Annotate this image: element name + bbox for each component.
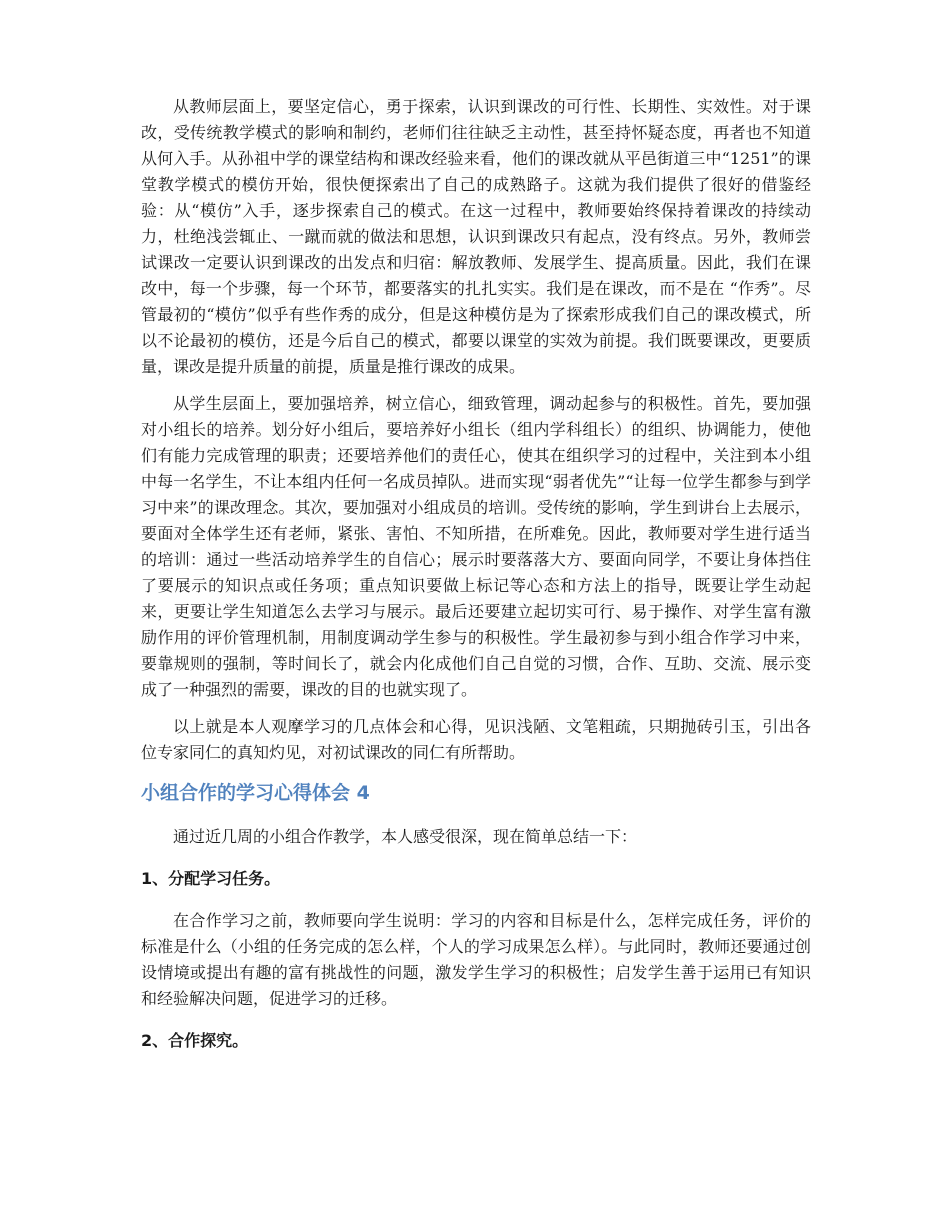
item-1-heading: 1、分配学习任务。 — [141, 869, 281, 888]
document-page — [141, 94, 811, 1070]
section-heading: 小组合作的学习心得体会 4 — [141, 782, 370, 804]
paragraph-student-level: 从学生层面上，要加强培养，树立信心，细致管理，调动起参与的积极性。首先，要加强对小组长的培养。划分好小组后，要培养好小组长（组内学科组长）的组织、协调能力，使他们有能力完成管理的职责；还要培养他们的责任心，使其在组织学习的过程中，关注到本小组中每一名学生，不让本组内任何一名成员掉队。进而实现“弱者优先”“让每一位学生都参与到学习中来”的课改理念。其次，要加强对小组成员的培训。受传统的影响，学生到讲台上去展示，要面对全体学生还有老师，紧张、害怕、不知所措，在所难免。因此，教师要对学生进行适当的培训：通过一些活动培养学生的自信心；展示时要落落大方、要面向同学，不要让身体挡住了要展示的知识点或任务项；重点知识要做上标记等心态和方法上的指导，既要让学生动起来，更要让学生知道怎么去学习与展示。最后还要建立起切实可行、易于操作、对学生富有激励作用的评价管理机制，用制度调动学生参与的积极性。学生最初参与到小组合作学习中来，要靠规则的强制，等时间长了，就会内化成他们自己自觉的习惯，合作、互助、交流、展示变成了一种强烈的需要，课改的目的也就实现了。 — [141, 394, 811, 699]
section-intro: 通过近几周的小组合作教学，本人感受很深，现在简单总结一下： — [173, 827, 638, 846]
paragraph-conclusion: 以上就是本人观摩学习的几点体会和心得，见识浅陋、文笔粗疏，只期抛砖引玉，引出各位专家同仁的真知灼见，对初试课改的同仁有所帮助。 — [141, 717, 811, 762]
item-2-heading: 2、合作探究。 — [141, 1031, 249, 1050]
item-1-body: 在合作学习之前，教师要向学生说明：学习的内容和目标是什么，怎样完成任务，评价的标准是什么（小组的任务完成的怎么样，个人的学习成果怎么样）。与此同时，教师还要通过创设情境或提出有趣的富有挑战性的问题，激发学生学习的积极性；启发学生善于运用已有知识和经验解决问题，促进学习的迁移。 — [141, 911, 811, 1008]
paragraph-teacher-level: 从教师层面上，要坚定信心，勇于探索，认识到课改的可行性、长期性、实效性。对于课改，受传统教学模式的影响和制约，老师们往往缺乏主动性，甚至持怀疑态度，再者也不知道从何入手。从孙祖中学的课堂结构和课改经验来看，他们的课改就从平邑街道三中“1251”的课堂教学模式的模仿开始，很快便探索出了自己的成熟路子。这就为我们提供了很好的借鉴经验：从“模仿”入手，逐步探索自己的模式。在这一过程中，教师要始终保持着课改的持续动力，杜绝浅尝辄止、一蹴而就的做法和思想，认识到课改只有起点，没有终点。另外，教师尝试课改一定要认识到课改的出发点和归宿：解放教师、发展学生、提高质量。因此，我们在课改中，每一个步骤，每一个环节，都要落实的扎扎实实。我们是在课改，而不是在 “作秀”。尽管最初的“模仿”似乎有些作秀的成分，但是这种模仿是为了探索形成我们自己的课改模式，所以不论最初的模仿，还是今后自己的模式，都要以课堂的实效为前提。我们既要课改，更要质量，课改是提升质量的前提，质量是推行课改的成果。 — [141, 97, 811, 376]
